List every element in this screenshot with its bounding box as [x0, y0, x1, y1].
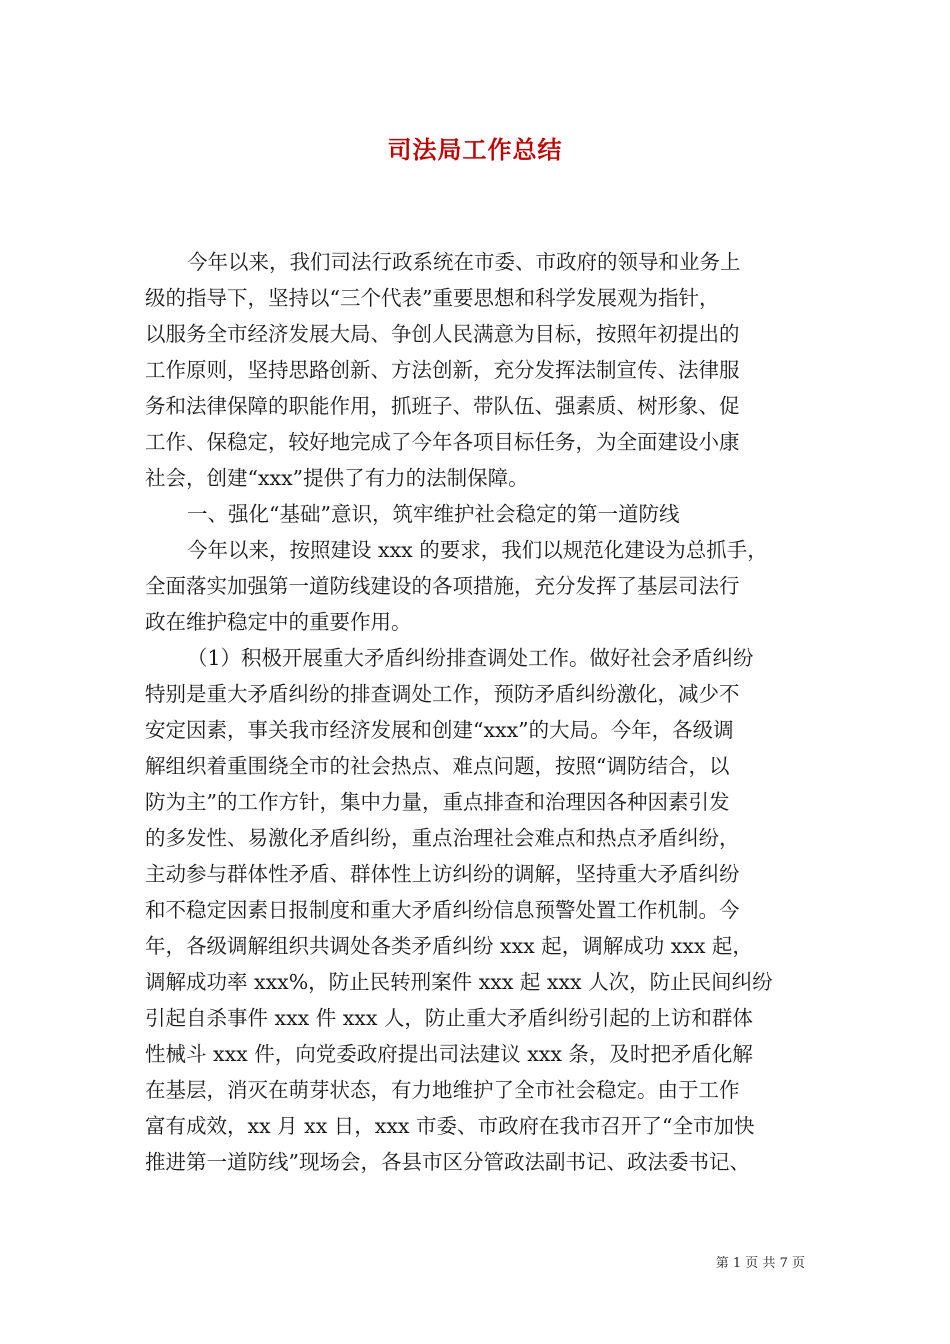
- total-page-count: 7: [779, 1256, 788, 1271]
- text-line: 年，各级调解组织共调处各类矛盾纠纷 xxx 起，调解成功 xxx 起，: [145, 934, 753, 958]
- text-line: 以服务全市经济发展大局、争创人民满意为目标，按照年初提出的: [145, 322, 740, 346]
- text-line: 在基层，消灭在萌芽状态，有力地维护了全市社会稳定。由于工作: [145, 1078, 740, 1102]
- text-line: 今年以来，按照建设 xxx 的要求，我们以规范化建设为总抓手，: [187, 538, 768, 562]
- text-line: 务和法律保障的职能作用，抓班子、带队伍、强素质、树形象、促: [145, 394, 740, 418]
- page-footer: [0, 1252, 805, 1271]
- text-line: 引起自杀事件 xxx 件 xxx 人，防止重大矛盾纠纷引起的上访和群体: [145, 1006, 753, 1030]
- footer-middle: 页 共: [745, 1256, 776, 1271]
- text-line: 主动参与群体性矛盾、群体性上访纠纷的调解，坚持重大矛盾纠纷: [145, 862, 740, 886]
- footer-suffix: 页: [791, 1256, 805, 1271]
- current-page-number: 1: [732, 1256, 742, 1271]
- text-line: 性械斗 xxx 件，向党委政府提出司法建议 xxx 条，及时把矛盾化解: [145, 1042, 753, 1066]
- subsection-line: （1）积极开展重大矛盾纠纷排查调处工作。做好社会矛盾纠纷: [187, 646, 754, 670]
- text-line: 富有成效，xx 月 xx 日，xxx 市委、市政府在我市召开了“全市加快: [145, 1114, 755, 1138]
- text-line: 和不稳定因素日报制度和重大矛盾纠纷信息预警处置工作机制。今: [145, 898, 740, 922]
- text-line: 安定因素，事关我市经济发展和创建“xxx”的大局。今年，各级调: [145, 718, 734, 742]
- document-title: 司法局工作总结: [387, 135, 563, 164]
- text-line: 特别是重大矛盾纠纷的排查调处工作，预防矛盾纠纷激化，减少不: [145, 682, 740, 706]
- footer-prefix: 第: [715, 1256, 729, 1271]
- text-line: 工作、保稳定，较好地完成了今年各项目标任务，为全面建设小康: [145, 430, 740, 454]
- text-line: 全面落实加强第一道防线建设的各项措施，充分发挥了基层司法行: [145, 574, 740, 598]
- text-line: 今年以来，我们司法行政系统在市委、市政府的领导和业务上: [187, 250, 741, 274]
- text-line: 防为主”的工作方针，集中力量，重点排查和治理因各种因素引发: [145, 790, 730, 814]
- text-line: 推进第一道防线”现场会，各县市区分管政法副书记、政法委书记、: [145, 1150, 750, 1174]
- text-line: 工作原则，坚持思路创新、方法创新，充分发挥法制宣传、法律服: [145, 358, 740, 382]
- text-line: 调解成功率 xxx%，防止民转刑案件 xxx 起 xxx 人次，防止民间纠纷: [145, 970, 773, 994]
- text-line: 级的指导下，坚持以“三个代表”重要思想和科学发展观为指针，: [145, 286, 720, 310]
- section-heading: 一、强化“基础”意识，筑牢维护社会稳定的第一道防线: [187, 502, 680, 526]
- text-line: 的多发性、易激化矛盾纠纷，重点治理社会难点和热点矛盾纠纷，: [145, 826, 740, 850]
- text-line: 政在维护稳定中的重要作用。: [145, 610, 412, 634]
- text-line: 社会，创建“xxx”提供了有力的法制保障。: [145, 466, 529, 490]
- text-line: 解组织着重围绕全市的社会热点、难点问题，按照“调防结合，以: [145, 754, 730, 778]
- document-body: [145, 244, 810, 1180]
